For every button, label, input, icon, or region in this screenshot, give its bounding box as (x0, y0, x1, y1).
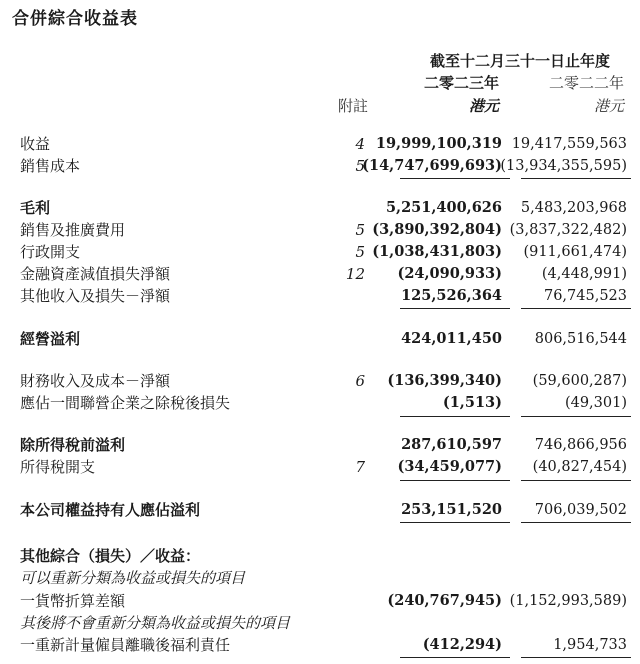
year-prior-heading: 二零二二年 (548, 74, 624, 92)
row-current-value: (136,399,340) (387, 372, 502, 389)
currency-current-heading: 港元 (468, 97, 499, 115)
row-prior-value: 76,745,523 (543, 288, 627, 304)
row-label: 行政開支 (20, 243, 81, 261)
table-row (0, 328, 640, 350)
table-row (0, 590, 640, 612)
subtotal-rule (400, 308, 510, 309)
row-label: 本公司權益持有人應佔溢利 (20, 501, 201, 519)
row-label: 財務收入及成本－淨額 (20, 372, 171, 390)
year-current-heading: 二零二三年 (423, 74, 499, 92)
row-note: 6 (355, 372, 365, 390)
row-prior-value: 746,866,956 (534, 437, 627, 453)
row-note: 7 (355, 458, 365, 476)
subtotal-rule (400, 416, 510, 417)
row-prior-value: 706,039,502 (534, 502, 627, 518)
statement-title: 合併綜合收益表 (12, 9, 138, 29)
row-prior-value: 1,954,733 (553, 637, 627, 653)
row-label: 毛利 (20, 199, 51, 217)
row-label: 其他收入及損失－淨額 (20, 287, 171, 305)
total-rule (521, 522, 631, 523)
row-prior-value: (911,661,474) (523, 244, 627, 260)
subtotal-rule (400, 657, 510, 658)
table-row (0, 456, 640, 478)
row-label: 應佔一間聯營企業之除稅後損失 (20, 394, 231, 412)
section-subheading (0, 612, 640, 634)
total-rule (400, 522, 510, 523)
row-label: 一貨幣折算差額 (20, 592, 126, 610)
row-note: 4 (355, 135, 365, 153)
section-heading (0, 545, 640, 567)
table-row (0, 285, 640, 307)
row-note: 5 (355, 221, 365, 239)
row-current-value: (34,459,077) (397, 458, 502, 475)
subtotal-rule (400, 178, 510, 179)
currency-prior-heading: 港元 (593, 97, 624, 115)
section-subheading (0, 567, 640, 589)
row-prior-value: 19,417,559,563 (511, 136, 627, 152)
subtotal-rule (521, 308, 631, 309)
subtotal-rule (400, 480, 510, 481)
table-row (0, 197, 640, 219)
subtotal-rule (521, 657, 631, 658)
row-current-value: (3,890,392,804) (372, 221, 502, 238)
row-prior-value: (4,448,991) (541, 266, 627, 282)
table-row (0, 263, 640, 285)
row-label: 所得稅開支 (20, 458, 96, 476)
row-current-value: 253,151,520 (401, 501, 502, 518)
row-prior-value: (40,827,454) (532, 459, 627, 475)
row-label: 收益 (20, 135, 51, 153)
table-row (0, 392, 640, 414)
table-row (0, 370, 640, 392)
row-note: 12 (345, 265, 365, 283)
row-label: 其後將不會重新分類為收益或損失的項目 (20, 614, 291, 632)
row-prior-value: (49,301) (564, 395, 627, 411)
row-label: 除所得稅前溢利 (20, 436, 126, 454)
row-current-value: 19,999,100,319 (375, 135, 502, 152)
row-label: 金融資產減值損失淨額 (20, 265, 171, 283)
row-label: 銷售及推廣費用 (20, 221, 126, 239)
subtotal-rule (521, 480, 631, 481)
row-prior-value: (59,600,287) (532, 373, 627, 389)
table-row (0, 634, 640, 656)
row-prior-value: 5,483,203,968 (520, 200, 627, 216)
row-label: 經營溢利 (20, 330, 81, 348)
row-current-value: (24,090,933) (397, 265, 502, 282)
row-prior-value: 806,516,544 (534, 331, 627, 347)
table-row (0, 133, 640, 155)
table-row (0, 499, 640, 521)
row-current-value: 287,610,597 (401, 436, 502, 453)
row-label: 可以重新分類為收益或損失的項目 (20, 569, 246, 587)
row-prior-value: (3,837,322,482) (509, 222, 627, 238)
row-current-value: (1,513) (442, 394, 502, 411)
table-row (0, 155, 640, 177)
row-current-value: (240,767,945) (387, 592, 502, 609)
row-current-value: (412,294) (422, 636, 502, 653)
subtotal-rule (521, 178, 631, 179)
row-prior-value: (1,152,993,589) (509, 593, 627, 609)
row-current-value: 424,011,450 (401, 330, 502, 347)
note-column-heading: 附註 (337, 97, 368, 115)
row-current-value: 5,251,400,626 (385, 199, 502, 216)
period-heading: 截至十二月三十一日止年度 (429, 52, 610, 70)
row-label: 一重新計量僱員離職後福利責任 (20, 636, 231, 654)
row-note: 5 (355, 157, 365, 175)
table-row (0, 219, 640, 241)
table-row (0, 434, 640, 456)
row-note: 5 (355, 243, 365, 261)
subtotal-rule (521, 416, 631, 417)
row-current-value: (14,747,699,693) (362, 157, 502, 174)
row-label: 銷售成本 (20, 157, 81, 175)
table-row (0, 241, 640, 263)
row-current-value: (1,038,431,803) (372, 243, 502, 260)
row-current-value: 125,526,364 (401, 287, 502, 304)
row-label: 其他綜合（損失）／收益： (20, 547, 201, 565)
row-prior-value: (13,934,355,595) (500, 158, 627, 174)
